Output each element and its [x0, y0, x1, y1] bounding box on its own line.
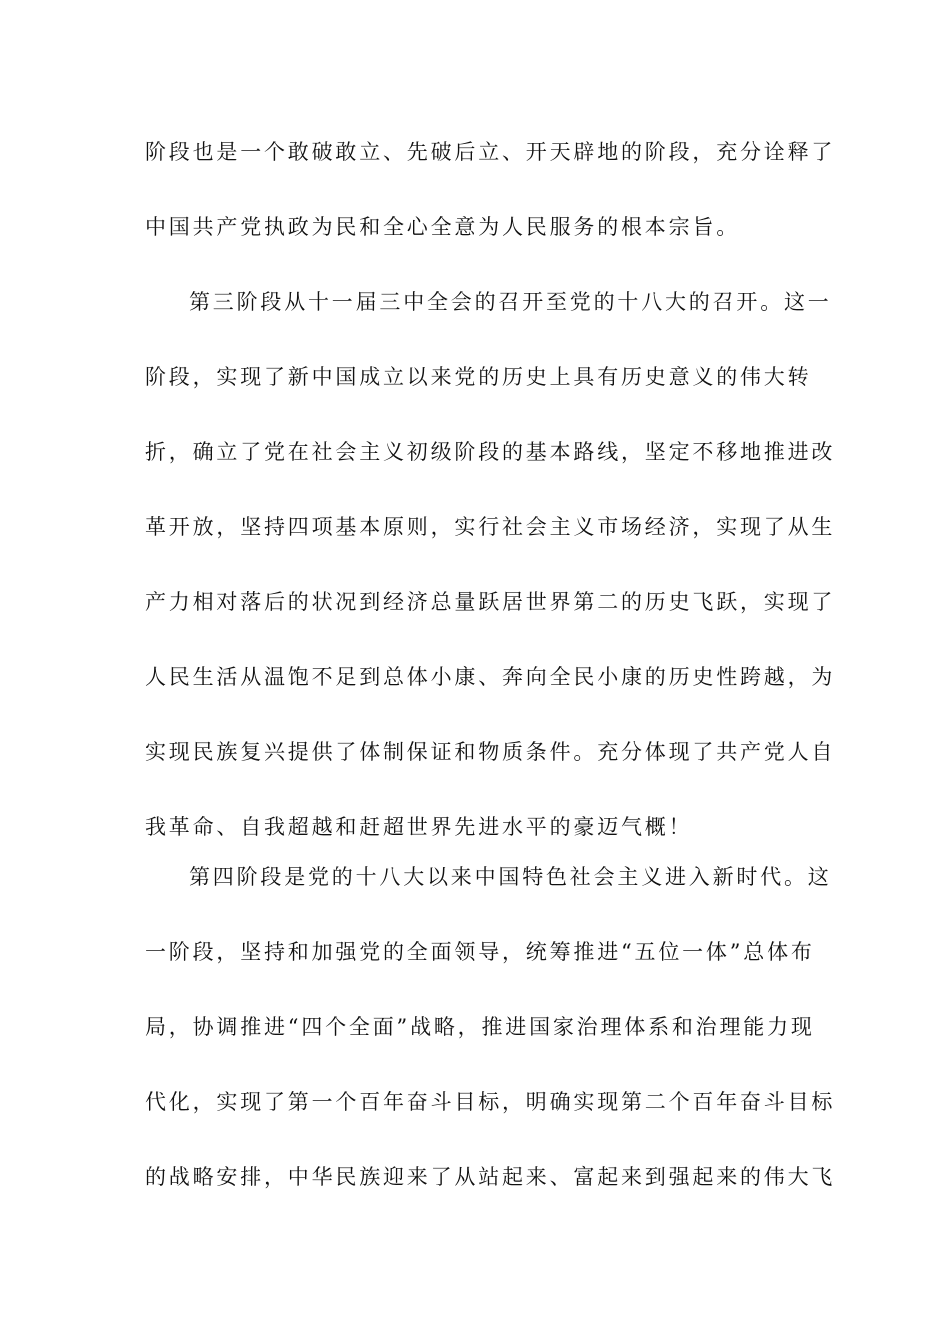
text-line-4: 阶段，实现了新中国成立以来党的历史上具有历史意义的伟大转 [145, 365, 812, 389]
paragraph-start-stage-three: 第三阶段从十一届三中全会的召开至党的十八大的召开。这一 [189, 290, 832, 314]
text-line-7: 产力相对落后的状况到经济总量跃居世界第二的历史飞跃，实现了 [145, 590, 836, 614]
text-line-5: 折，确立了党在社会主义初级阶段的基本路线，坚定不移地推进改 [145, 440, 836, 464]
text-line-2: 中国共产党执政为民和全心全意为人民服务的根本宗旨。 [145, 215, 740, 239]
text-line-8: 人民生活从温饱不足到总体小康、奔向全民小康的历史性跨越，为 [145, 665, 836, 689]
text-line-9: 实现民族复兴提供了体制保证和物质条件。充分体现了共产党人自 [145, 740, 836, 764]
text-line-12: 一阶段，坚持和加强党的全面领导，统筹推进“五位一体”总体布 [145, 940, 815, 964]
text-line-10: 我革命、自我超越和赶超世界先进水平的豪迈气概！ [145, 815, 693, 839]
text-line-1: 阶段也是一个敢破敢立、先破后立、开天辟地的阶段，充分诠释了 [145, 140, 836, 164]
text-line-14: 代化，实现了第一个百年奋斗目标，明确实现第二个百年奋斗目标 [145, 1090, 836, 1114]
text-line-6: 革开放，坚持四项基本原则，实行社会主义市场经济，实现了从生 [145, 515, 836, 539]
text-line-15: 的战略安排，中华民族迎来了从站起来、富起来到强起来的伟大飞 [145, 1165, 836, 1189]
paragraph-start-stage-four: 第四阶段是党的十八大以来中国特色社会主义进入新时代。这 [189, 865, 832, 889]
text-line-13: 局，协调推进“四个全面”战略，推进国家治理体系和治理能力现 [145, 1015, 815, 1039]
